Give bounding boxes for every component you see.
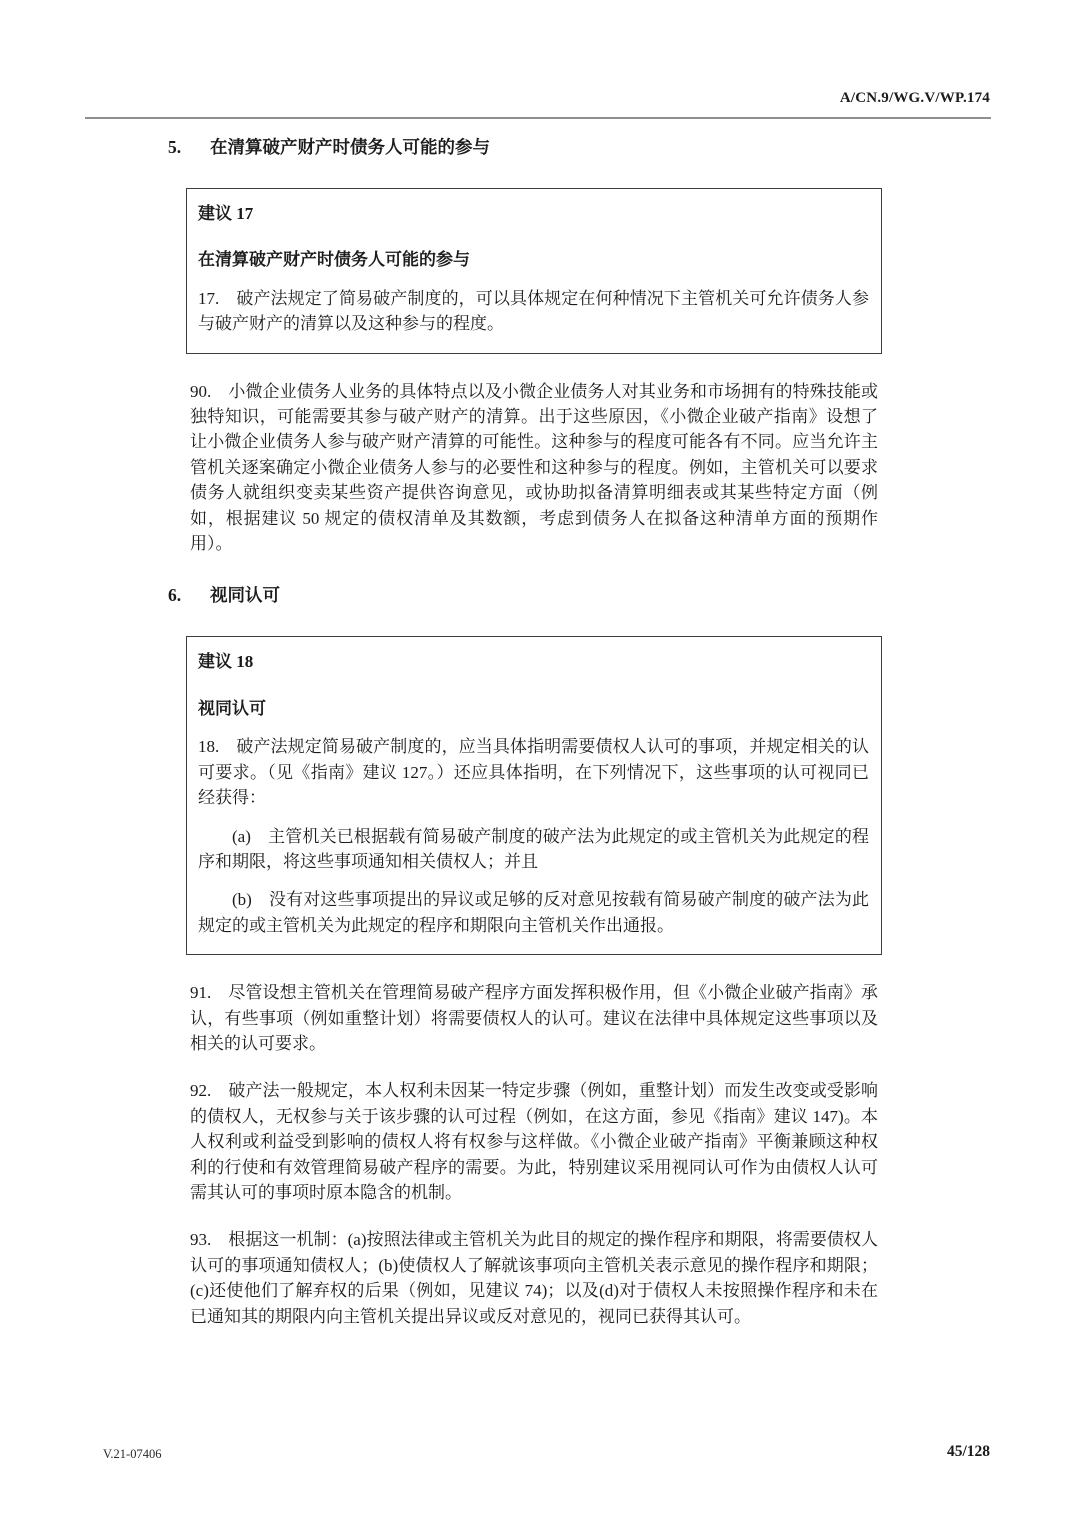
- section-5-number: 5.: [168, 137, 182, 157]
- recommendation-18-label: 建议 18: [198, 652, 254, 672]
- footer-doc-number: V.21-07406: [103, 1447, 162, 1461]
- recommendation-18-paragraph: 18. 破产法规定简易破产制度的，应当具体指明需要债权人认可的事项，并规定相关的认可要求。（见《指南》建议 127。）还应具体指明，在下列情况下，这些事项的认可视同已经获得：: [198, 737, 869, 808]
- footer-page-number: 45/128: [946, 1443, 990, 1460]
- recommendation-18-subparagraph-b: (b) 没有对这些事项提出的异议或足够的反对意见按载有简易破产制度的破产法为此规定的或主管机关为此规定的程序和期限向主管机关作出通报。: [198, 890, 869, 935]
- recommendation-17-paragraph: 17. 破产法规定了简易破产制度的，可以具体规定在何种情况下主管机关可允许债务人参与破产财产的清算以及这种参与的程度。: [198, 288, 869, 334]
- recommendation-18-box: [186, 636, 882, 955]
- doc-symbol: A/CN.9/WG.V/WP.174: [839, 90, 990, 106]
- section-6-number: 6.: [168, 585, 182, 606]
- page-content: [168, 137, 878, 1329]
- section-6-heading: [168, 585, 878, 606]
- section-6-title: 视同认可: [210, 585, 280, 606]
- paragraph-93: 93. 根据这一机制：(a)按照法律或主管机关为此目的规定的操作程序和期限，将需要债权人认可的事项通知债权人；(b)使债权人了解就该事项向主管机关表示意见的操作程序和期限；(c)还使他们了解弃权的后果（例如，见建议 74)；以及(d)对于债权人未按照操作程序和未在已通知其的期限内向主管机关提出异议或反对意见的，视同已获得其认可。: [190, 1230, 878, 1326]
- paragraph-92: 92. 破产法一般规定，本人权利未因某一特定步骤（例如，重整计划）而发生改变或受影响的债权人，无权参与关于该步骤的认可过程（例如，在这方面，参见《指南》建议 147)。本人权利或利益受到影响的债权人将有权参与这样做。《小微企业破产指南》平衡兼顾这种权利的行使和有效管理简易破产程序的需要。为此，特别建议采用视同认可作为由债权人认可需其认可的事项时原本隐含的机制。: [190, 1081, 878, 1202]
- recommendation-17-title: 在清算破产财产时债务人可能的参与: [198, 250, 470, 270]
- section-5-title: 在清算破产财产时债务人可能的参与: [210, 137, 490, 157]
- recommendation-18-subparagraph-a: (a) 主管机关已根据载有简易破产制度的破产法为此规定的或主管机关为此规定的程序和期限，将这些事项通知相关债权人；并且: [198, 826, 869, 871]
- recommendation-18-title: 视同认可: [198, 698, 266, 718]
- header-rule: [85, 117, 991, 119]
- section-5-heading: [168, 137, 878, 158]
- recommendation-17-label: 建议 17: [198, 204, 254, 223]
- recommendation-17-box: [186, 188, 882, 354]
- paragraph-91: 91. 尽管设想主管机关在管理简易破产程序方面发挥积极作用，但《小微企业破产指南》承认，有些事项（例如重整计划）将需要债权人的认可。建议在法律中具体规定这些事项以及相关的认可要求。: [190, 983, 878, 1053]
- paragraph-90: 90. 小微企业债务人业务的具体特点以及小微企业债务人对其业务和市场拥有的特殊技能或独特知识，可能需要其参与破产财产的清算。出于这些原因，《小微企业破产指南》设想了让小微企业债务人参与破产财产清算的可能性。这种参与的程度可能各有不同。应当允许主管机关逐案确定小微企业债务人参与的必要性和这种参与的程度。例如，主管机关可以要求债务人就组织变卖某些资产提供咨询意见，或协助拟备清算明细表或其某些特定方面（例如，根据建议 50 规定的债权清单及其数额，考虑到债务人在拟备这种清单方面的预期作用）。: [190, 381, 878, 554]
